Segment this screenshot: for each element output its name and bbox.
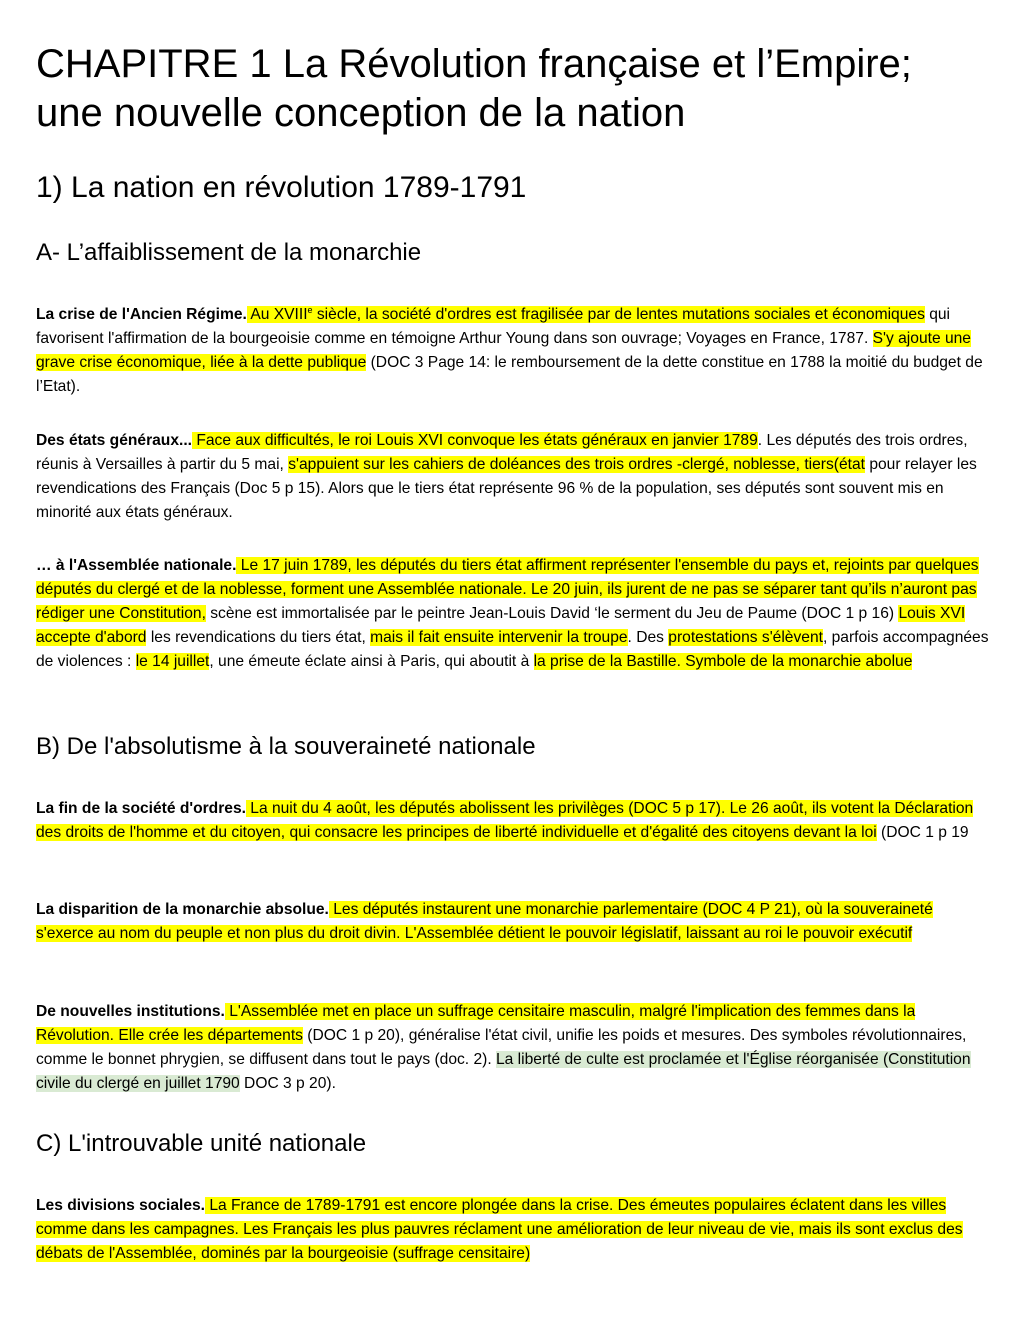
paragraph-lead: La crise de l'Ancien Régime. xyxy=(36,306,247,323)
highlight: Les députés instaurent une monarchie parlementaire (DOC 4 P 21), où la souveraineté s'exerce au nom du peuple et non plus du droit divin. L'Assemblée détient le pouvoir législatif, laissant au roi le pouvoir exécutif xyxy=(36,901,933,943)
paragraph-lead: … à l'Assemblée nationale. xyxy=(36,557,237,574)
highlight: La France de 1789‑1791 est encore plongée dans la crise. Des émeutes populaires éclatent dans les villes comme dans les campagnes. Les Français les plus pauvres réclament une amélioration de leur niveau de vie, mais ils sont exclus des débats de l'Assemblée, dominés par la bourgeoisie (suffrage censitaire) xyxy=(36,1197,963,1263)
paragraph-etats-generaux: Des états généraux... Face aux difficultés, le roi Louis XVI convoque les états généraux en janvier 1789. Les députés des trois ordres, réunis à Versailles à partir du 5 mai, s'appuient sur les cahiers de doléances des trois ordres -clergé, noblesse, tiers(état pour relayer les revendications des Français (Doc 5 p 15). Alors que le tiers état représente 96 % de la population, ses députés sont souvent mis en minorité aux états généraux. xyxy=(36,432,977,522)
paragraph-assemblee-nationale: … à l'Assemblée nationale. Le 17 juin 1789, les députés du tiers état affirment représenter l'ensemble du pays et, rejoints par quelques députés du clergé et de la noblesse, forment une Assemblée nationale. Le 20 juin, ils jurent de ne pas se séparer tant qu’ils n’auront pas rédiger une Constitution, scène est immortalisée par le peintre Jean-Louis David ‘le serment du Jeu de Paume (DOC 1 p 16) Louis XVI accepte d'abord les revendications du tiers état, mais il fait ensuite intervenir la troupe. Des protestations s'élèvent, parfois accompagnées de violences : le 14 juillet, une émeute éclate ainsi à Paris, qui aboutit à la prise de la Bastille. Symbole de la monarchie abolue xyxy=(36,557,989,671)
chapter-title: CHAPITRE 1 La Révolution française et l’Empire; une nouvelle conception de la nation xyxy=(36,42,912,135)
highlight: S'y ajoute une grave crise économique, liée à la dette publique xyxy=(36,330,971,372)
highlight: protestations s'élèvent xyxy=(668,629,823,647)
paragraph-divisions-sociales xyxy=(36,1194,991,1266)
paragraph-lead: Des états généraux... xyxy=(36,432,193,449)
highlight: L'Assemblée met en place un suffrage censitaire masculin, malgré l'implication des femmes dans la Révolution. Elle crée les départements xyxy=(36,1003,916,1045)
section-heading-1: 1) La nation en révolution 1789-1791 xyxy=(36,171,527,204)
highlight-green: La liberté de culte est proclamée et l'Église réorganisée (Constitution civile du clergé en juillet 1790 xyxy=(36,1051,971,1093)
subsection-heading-c: C) L'introuvable unité nationale xyxy=(36,1130,367,1157)
highlight: Face aux difficultés, le roi Louis XVI convoque les états généraux en janvier 1789 xyxy=(192,432,758,449)
paragraph-lead: De nouvelles institutions. xyxy=(36,1003,225,1020)
subsection-heading-b: B) De l'absolutisme à la souveraineté nationale xyxy=(36,733,536,760)
highlight: Louis XVI accepte d'abord xyxy=(36,605,966,647)
highlight: le 14 juillet xyxy=(135,653,210,671)
paragraph-lead: Les divisions sociales. xyxy=(36,1197,206,1214)
highlight: Le 17 juin 1789, les députés du tiers état affirment représenter l'ensemble du pays et, rejoints par quelques députés du clergé et de la noblesse, forment une Assemblée nationale. Le 20 juin, ils jurent de ne pas se séparer tant qu’ils n’auront pas rédiger une Constitution, xyxy=(36,557,979,623)
highlight: s'appuient sur les cahiers de doléances des trois ordres -clergé, noblesse, tiers(état xyxy=(288,456,865,474)
paragraph-lead: La disparition de la monarchie absolue. xyxy=(36,901,329,918)
paragraph-nouvelles-institutions: De nouvelles institutions. L'Assemblée met en place un suffrage censitaire masculin, malgré l'implication des femmes dans la Révolution. Elle crée les départements (DOC 1 p 20), généralise l'état civil, unifie les poids et mesures. Des symboles révolutionnaires, comme le bonnet phrygien, se diffusent dans tout le pays (doc. 2). La liberté de culte est proclamée et l'Église réorganisée (Constitution civile du clergé en juillet 1790 DOC 3 p 20). xyxy=(36,1003,971,1093)
paragraph-disparition-monarchie xyxy=(36,898,991,946)
superscript: e xyxy=(307,304,313,315)
paragraph-crise-ancien-regime: La crise de l'Ancien Régime. Au XVIIIe siècle, la société d'ordres est fragilisée par de lentes mutations sociales et économiques qui favorisent l'affirmation de la bourgeoisie comme en témoigne Arthur Young dans son ouvrage; Voyages en France, 1787. S'y ajoute une grave crise économique, liée à la dette publique (DOC 3 Page 14: le remboursement de la dette constitue en 1788 la moitié du budget de l’Etat). xyxy=(36,304,983,396)
paragraph-lead: La fin de la société d'ordres. xyxy=(36,800,246,817)
subsection-heading-a: A- L’affaiblissement de la monarchie xyxy=(36,239,422,266)
highlight: La nuit du 4 août, les députés abolissent les privilèges (DOC 5 p 17). Le 26 août, ils votent la Déclaration des droits de l'homme et du citoyen, qui consacre les principes de liberté individuelle et d'égalité des citoyens devant la loi xyxy=(36,800,974,842)
highlight: la prise de la Bastille. Symbole de la monarchie abolue xyxy=(533,653,913,671)
highlight: Au XVIIIe siècle, la société d'ordres est fragilisée par de lentes mutations sociales et économiques xyxy=(246,304,925,323)
highlight: mais il fait ensuite intervenir la troupe xyxy=(370,629,628,647)
paragraph-fin-societe-ordres: La fin de la société d'ordres. La nuit du 4 août, les députés abolissent les privilèges (DOC 5 p 17). Le 26 août, ils votent la Déclaration des droits de l'homme et du citoyen, qui consacre les principes de liberté individuelle et d'égalité des citoyens devant la loi (DOC 1 p 19 xyxy=(36,800,974,842)
